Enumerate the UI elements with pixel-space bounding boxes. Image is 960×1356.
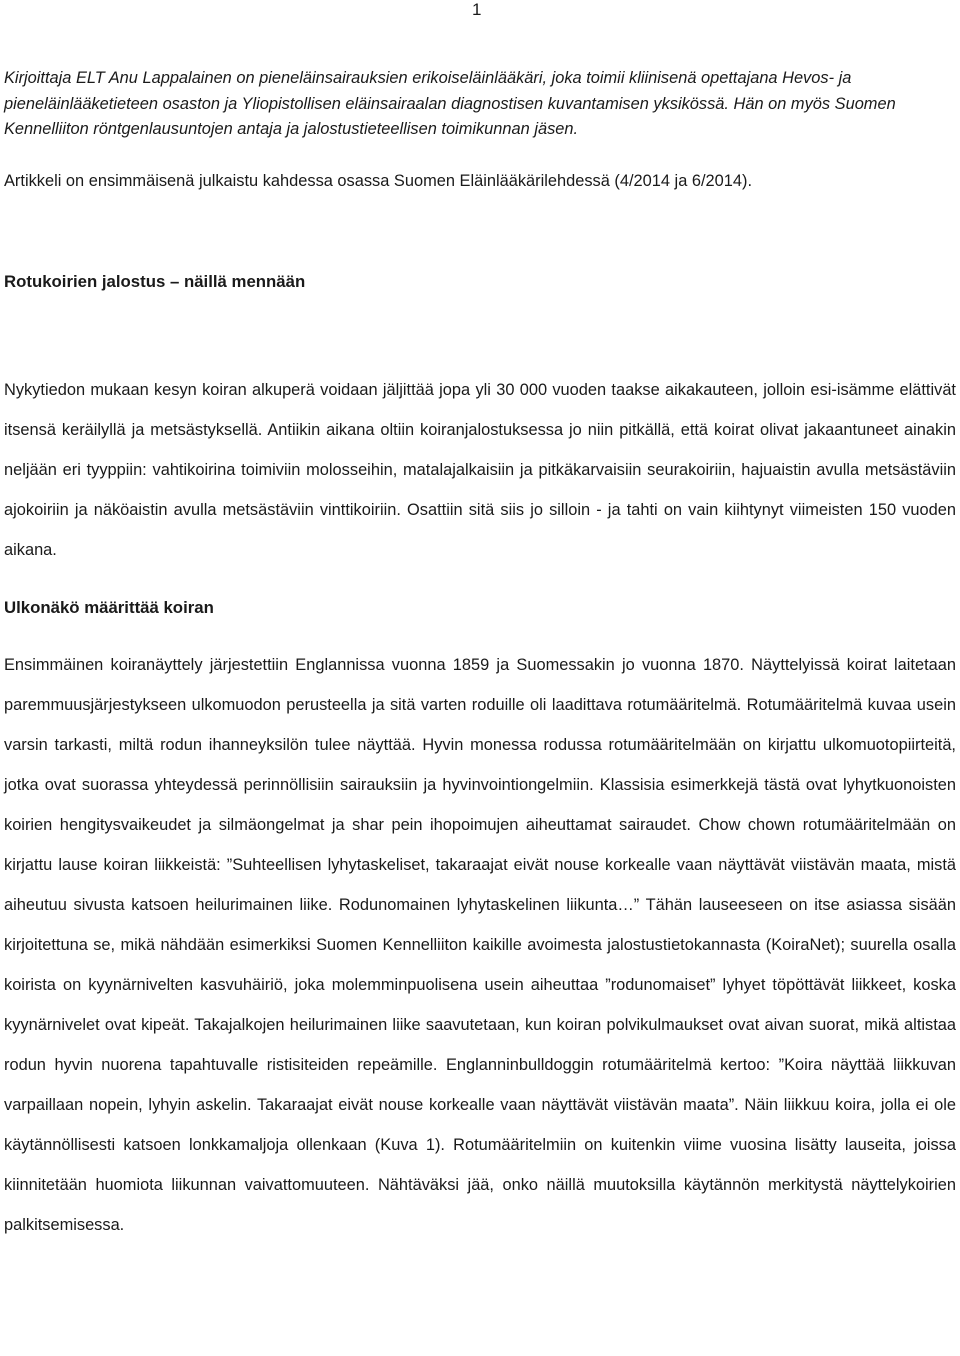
publication-note: Artikkeli on ensimmäisenä julkaistu kahdessa osassa Suomen Eläinlääkärilehdessä (4/2014 ja 6/2014). xyxy=(4,172,753,190)
paragraph-1: Nykytiedon mukaan kesyn koiran alkuperä voidaan jäljittää jopa yli 30 000 vuoden taakse aikakauteen, jolloin esi-isämme elättivät itsensä keräilyllä ja metsästyksellä. Antiikin aikana oltiin koiranjalostuksessa jo niin pitkällä, että koirat olivat jakaantuneet ainakin neljään eri tyyppiin: vahtikoirina toimiviin molosseihin, matalajalkaisiin ja pitkäkarvaisiin seurakoiriin, hajuaistin avulla metsästäviin ajokoiriin ja näköaistin avulla metsästäviin vinttikoiriin. Osattiin sitä siis jo silloin - ja tahti on vain kiihtynyt viimeisten 150 vuoden aikana. xyxy=(4,381,956,559)
section-heading: Ulkonäkö määrittää koiran xyxy=(4,598,214,617)
paragraph-2: Ensimmäinen koiranäyttely järjestettiin Englannissa vuonna 1859 ja Suomessakin jo vuonna 1870. Näyttelyissä koirat laitetaan paremmuusjärjestykseen ulkomuodon perusteella ja sitä varten roduille oli laadittava rotumääritelmä. Rotumääritelmä kuvaa usein varsin tarkasti, miltä rodun ihanneyksilön tulee näyttää. Hyvin monessa rodussa rotumääritelmään on kirjattu ulkomuotopiirteitä, jotka ovat suorassa yhteydessä perinnöllisiin sairauksiin ja hyvinvointiongelmiin. Klassisia esimerkkejä tästä ovat lyhytkuonoisten koirien hengitysvaikeudet ja silmäongelmat ja shar pein ihopoimujen aiheuttamat sairaudet. Chow chown rotumääritelmään on kirjattu lause koiran liikkeistä: ”Suhteellisen lyhytaskeliset, takaraajat eivät nouse korkealle vaan näyttävät viistävän maata, mistä aiheutuu sivusta katsoen heilurimainen liike. Rodunomainen lyhytaskelinen liikunta…” Tähän lauseeseen on itse asiassa sisään kirjoitettuna se, mikä nähdään esimerkiksi Suomen Kennelliiton kaikille avoimesta jalostustietokannasta (KoiraNet); suurella osalla koirista on kyynärnivelten kasvuhäiriö, joka molemminpuolisena usein aiheuttaa ”rodunomaiset” lyhyet töpöttävät liikkeet, koska kyynärnivelet ovat kipeät. Takajalkojen heilurimainen liike saavutetaan, kun koiran polvikulmaukset ovat aivan suorat, mikä altistaa rodun hyvin nuorena tapahtuvalle ristisiteiden repeämille. Englanninbulldoggin rotumääritelmä kertoo: ”Koira näyttää liikkuvan varpaillaan nopein, lyhyin askelin. Takaraajat eivät nouse korkealle vaan näyttävät viistävän maata”. Näin liikkuu koira, jolla ei ole käytännöllisesti katsoen lonkkamaljoja ollenkaan (Kuva 1). Rotumääritelmiin on kuitenkin viime vuosina lisätty lauseita, joissa kiinnitetään huomiota liikunnan vaivattomuuteen. Nähtäväksi jää, onko näillä muutoksilla käytännön merkitystä näyttelykoirien palkitsemisessa. xyxy=(4,656,956,1234)
page-number: 1 xyxy=(472,0,482,19)
author-note: Kirjoittaja ELT Anu Lappalainen on pieneläinsairauksien erikoiseläinlääkäri, joka toimii kliinisenä opettajana Hevos- ja pieneläinlääketieteen osaston ja Yliopistollisen eläinsairaalan diagnostisen kuvantamisen yksikössä. Hän on myös Suomen Kennelliiton röntgenlausuntojen antaja ja jalostustieteellisen toimikunnan jäsen. xyxy=(4,69,896,138)
article-title: Rotukoirien jalostus – näillä mennään xyxy=(4,272,306,291)
